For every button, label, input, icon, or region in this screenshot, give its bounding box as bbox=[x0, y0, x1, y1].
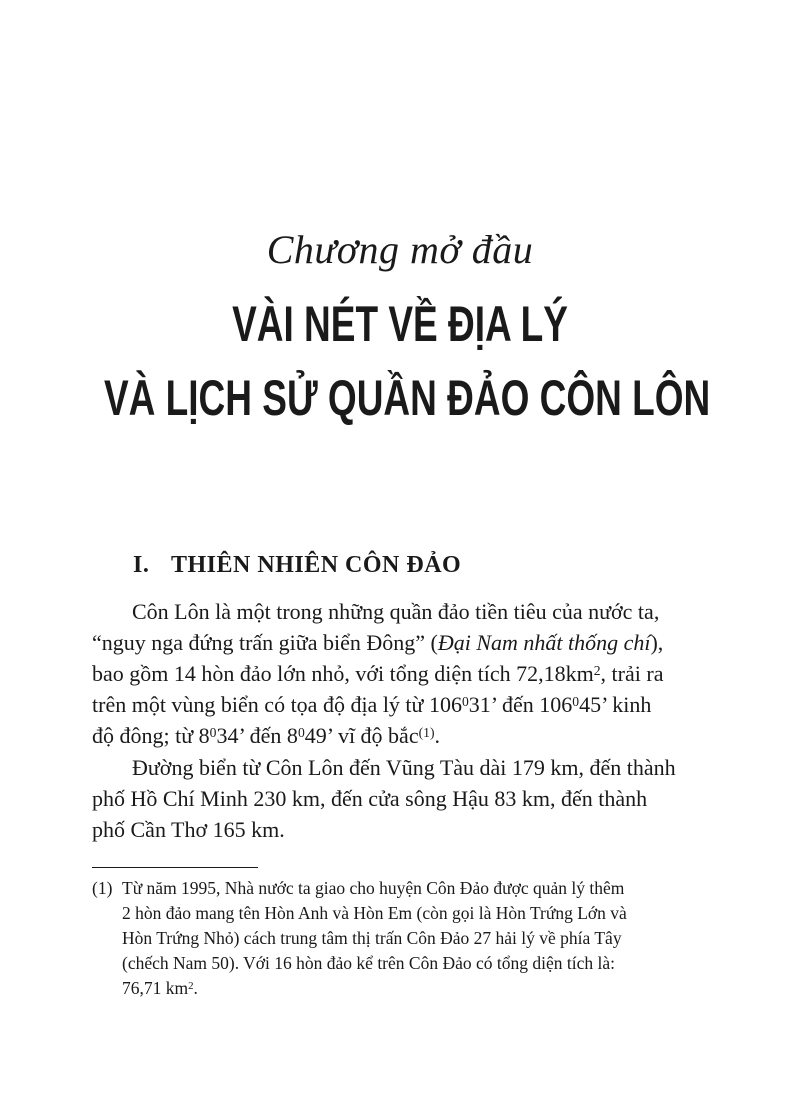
text-run: , trải ra bbox=[600, 661, 664, 686]
footnote-line: Hòn Trứng Nhỏ) cách trung tâm thị trấn Côn Đảo 27 hải lý về phía Tây bbox=[122, 928, 622, 948]
text-run: 31’ đến 106 bbox=[468, 692, 573, 717]
paragraph-2 bbox=[92, 752, 712, 845]
superscript: 2 bbox=[593, 662, 601, 678]
footnote-line bbox=[92, 876, 714, 901]
text-run: Từ năm 1995, Nhà nước ta giao cho huyện Côn Đảo được quản lý thêm bbox=[122, 878, 625, 898]
text-run: “nguy nga đứng trấn giữa biển Đông” ( bbox=[92, 630, 438, 655]
text-run: 45’ kinh bbox=[579, 692, 652, 717]
chapter-title-line-2: VÀ LỊCH SỬ QUẦN ĐẢO CÔN LÔN bbox=[104, 370, 711, 426]
section-title: THIÊN NHIÊN CÔN ĐẢO bbox=[171, 552, 462, 578]
superscript: 0 bbox=[297, 724, 305, 740]
paragraph-line bbox=[92, 689, 712, 720]
paragraph-line bbox=[92, 658, 712, 689]
italic-citation: Đại Nam nhất thống chí bbox=[437, 630, 651, 655]
footnote-divider bbox=[92, 867, 258, 868]
text-run: . bbox=[193, 978, 198, 998]
footnote-line: (chếch Nam 50). Với 16 hòn đảo kể trên Côn Đảo có tổng diện tích là: bbox=[122, 953, 615, 973]
footnote-line bbox=[92, 976, 714, 1001]
footnote bbox=[92, 876, 714, 1001]
paragraph-line bbox=[92, 627, 712, 658]
paragraph-line: Đường biển từ Côn Lôn đến Vũng Tàu dài 179 km, đến thành bbox=[132, 755, 676, 780]
text-run: 49’ vĩ độ bắc bbox=[304, 723, 419, 748]
paragraph-line: phố Hồ Chí Minh 230 km, đến cửa sông Hậu 83 km, đến thành bbox=[92, 786, 648, 811]
section-number: I. bbox=[133, 552, 150, 578]
paragraph-line: phố Cần Thơ 165 km. bbox=[92, 817, 285, 842]
chapter-kicker: Chương mở đầu bbox=[266, 227, 534, 272]
superscript: 0 bbox=[572, 693, 580, 709]
footnote-line: 2 hòn đảo mang tên Hòn Anh và Hòn Em (còn gọi là Hòn Trứng Lớn và bbox=[122, 903, 627, 923]
footnote-reference: (1) bbox=[418, 724, 435, 740]
section-heading bbox=[133, 550, 461, 580]
paragraph-1 bbox=[92, 596, 712, 751]
paragraph-line: Côn Lôn là một trong những quần đảo tiền tiêu của nước ta, bbox=[132, 599, 660, 624]
superscript: 0 bbox=[209, 724, 217, 740]
superscript: 0 bbox=[461, 693, 469, 709]
chapter-title-line-1: VÀI NÉT VỀ ĐỊA LÝ bbox=[232, 296, 568, 352]
text-run: 34’ đến 8 bbox=[216, 723, 298, 748]
text-run: ), bbox=[650, 630, 664, 655]
footnote-marker: (1) bbox=[92, 878, 113, 898]
text-run: 76,71 km bbox=[122, 978, 189, 998]
superscript: 2 bbox=[188, 980, 194, 993]
text-run: trên một vùng biển có tọa độ địa lý từ 106 bbox=[92, 692, 462, 717]
text-run: độ đông; từ 8 bbox=[92, 723, 210, 748]
paragraph-line bbox=[92, 720, 712, 751]
text-run: . bbox=[434, 723, 440, 748]
text-run: bao gồm 14 hòn đảo lớn nhỏ, với tổng diện tích 72,18km bbox=[92, 661, 594, 686]
